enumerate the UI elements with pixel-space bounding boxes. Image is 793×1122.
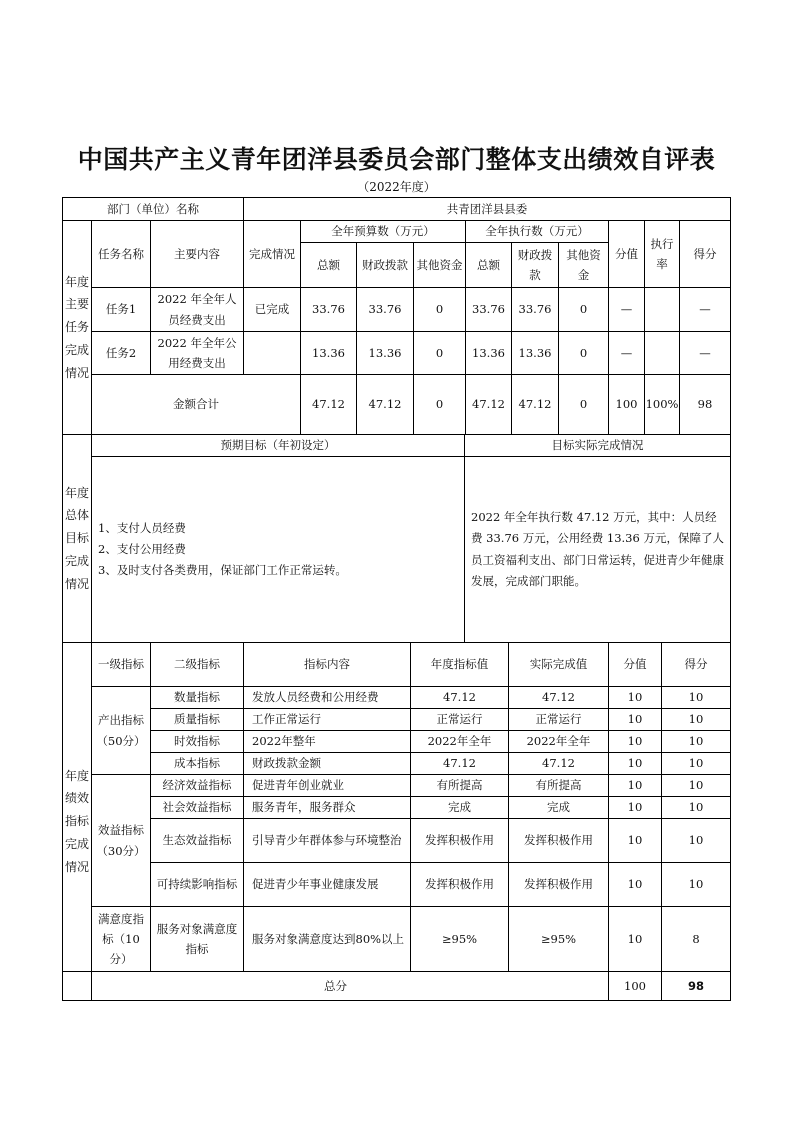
indicator-content: 财政拨款金额 <box>243 752 411 775</box>
indicator-target: 正常运行 <box>410 708 509 731</box>
grand-total-value: 100 <box>608 971 662 1001</box>
indicator-value: 10 <box>608 708 662 731</box>
col-budget-other: 其他资金 <box>413 242 466 288</box>
total-exec-total: 47.12 <box>465 374 512 435</box>
task-exec-other: 0 <box>558 331 609 375</box>
indicator-value: 10 <box>608 686 662 709</box>
task-exec-total: 13.36 <box>465 331 512 375</box>
indicator-target: 有所提高 <box>410 774 509 797</box>
task-exec-other: 0 <box>558 287 609 332</box>
expected-goal-line: 1、支付人员经费 <box>98 520 186 535</box>
indicator-actual: 2022年全年 <box>508 730 609 753</box>
indicator-score: 10 <box>661 818 731 863</box>
task-score-value: — <box>608 287 645 332</box>
indicator-score: 10 <box>661 862 731 907</box>
indicator-content: 服务对象满意度达到80%以上 <box>243 906 411 972</box>
indicator-actual: 完成 <box>508 796 609 819</box>
col-task-name: 任务名称 <box>91 220 151 288</box>
indicator-target: 发挥积极作用 <box>410 862 509 907</box>
col-status: 完成情况 <box>243 220 301 288</box>
budget-group-header: 全年预算数（万元） <box>300 220 466 243</box>
task-exec-total: 33.76 <box>465 287 512 332</box>
indicator-actual: 发挥积极作用 <box>508 862 609 907</box>
indicator-score: 10 <box>661 708 731 731</box>
indicator-value: 10 <box>608 774 662 797</box>
total-budget-fiscal: 47.12 <box>356 374 414 435</box>
task-exec-rate <box>644 331 680 375</box>
indicator-target: ≥95% <box>410 906 509 972</box>
col-actual-value: 实际完成值 <box>508 642 609 687</box>
col-main-content: 主要内容 <box>150 220 244 288</box>
task-exec-rate <box>644 287 680 332</box>
indicator-actual: 有所提高 <box>508 774 609 797</box>
indicators-side-label: 年度绩效指标完成情况 <box>62 642 92 1001</box>
indicator-target: 完成 <box>410 796 509 819</box>
col-score-value: 分值 <box>608 220 645 288</box>
indicator-value: 10 <box>608 752 662 775</box>
task-score: — <box>679 331 731 375</box>
col-budget-total: 总额 <box>300 242 357 288</box>
expected-goal-content <box>91 456 465 643</box>
col-exec-total: 总额 <box>465 242 512 288</box>
total-exec-fiscal: 47.12 <box>511 374 559 435</box>
indicator-level2: 服务对象满意度指标 <box>150 906 244 972</box>
task-content: 2022 年全年公用经费支出 <box>150 331 244 375</box>
col-exec-rate: 执行率 <box>644 220 680 288</box>
indicator-content: 发放人员经费和公用经费 <box>243 686 411 709</box>
indicator-level2: 社会效益指标 <box>150 796 244 819</box>
col-indicator-value: 分值 <box>608 642 662 687</box>
task-budget-fiscal: 13.36 <box>356 331 414 375</box>
indicator-score: 10 <box>661 730 731 753</box>
indicator-level2: 质量指标 <box>150 708 244 731</box>
col-exec-other: 其他资金 <box>558 242 609 288</box>
indicator-content: 服务青年，服务群众 <box>243 796 411 819</box>
indicator-content: 促进青年创业就业 <box>243 774 411 797</box>
task-exec-fiscal: 33.76 <box>511 287 559 332</box>
indicator-score: 10 <box>661 686 731 709</box>
indicator-actual: 47.12 <box>508 686 609 709</box>
evaluation-table <box>63 198 731 1002</box>
total-score: 98 <box>679 374 731 435</box>
indicator-level2: 数量指标 <box>150 686 244 709</box>
task-budget-total: 33.76 <box>300 287 357 332</box>
indicator-level2: 经济效益指标 <box>150 774 244 797</box>
goals-side-label: 年度总体目标完成情况 <box>62 434 92 643</box>
grand-total-score: 98 <box>661 971 731 1001</box>
indicator-actual: ≥95% <box>508 906 609 972</box>
indicator-score: 10 <box>661 796 731 819</box>
indicator-actual: 发挥积极作用 <box>508 818 609 863</box>
indicator-value: 10 <box>608 796 662 819</box>
task-budget-other: 0 <box>413 331 466 375</box>
exec-group-header: 全年执行数（万元） <box>465 220 609 243</box>
task-name: 任务2 <box>91 331 151 375</box>
indicator-value: 10 <box>608 730 662 753</box>
expected-goal-line: 3、及时支付各类费用，保证部门工作正常运转。 <box>98 563 347 578</box>
task-status: 已完成 <box>243 287 301 332</box>
grand-total-label: 总分 <box>62 971 609 1001</box>
indicator-score: 10 <box>661 752 731 775</box>
task-score-value: — <box>608 331 645 375</box>
page-subtitle: （2022年度） <box>357 180 436 194</box>
indicator-value: 10 <box>608 862 662 907</box>
task-budget-total: 13.36 <box>300 331 357 375</box>
tasks-side-label: 年度主要任务完成情况 <box>62 220 92 435</box>
indicator-content: 工作正常运行 <box>243 708 411 731</box>
actual-goal-header: 目标实际完成情况 <box>464 434 731 457</box>
col-score: 得分 <box>679 220 731 288</box>
indicator-content: 引导青少年群体参与环境整治 <box>243 818 411 863</box>
indicator-value: 10 <box>608 818 662 863</box>
total-exec-other: 0 <box>558 374 609 435</box>
indicator-actual: 47.12 <box>508 752 609 775</box>
indicator-target: 2022年全年 <box>410 730 509 753</box>
task-budget-other: 0 <box>413 287 466 332</box>
task-name: 任务1 <box>91 287 151 332</box>
expected-goal-header: 预期目标（年初设定） <box>91 434 465 457</box>
amount-total-label: 金额合计 <box>91 374 301 435</box>
page-title: 中国共产主义青年团洋县委员会部门整体支出绩效自评表 <box>77 145 716 174</box>
indicator-level2: 成本指标 <box>150 752 244 775</box>
indicator-score: 8 <box>661 906 731 972</box>
dept-label: 部门（单位）名称 <box>62 197 244 221</box>
indicator-value: 10 <box>608 906 662 972</box>
total-exec-rate: 100% <box>644 374 680 435</box>
task-exec-fiscal: 13.36 <box>511 331 559 375</box>
expected-goal-line: 2、支付公用经费 <box>98 541 186 556</box>
task-score: — <box>679 287 731 332</box>
total-budget-other: 0 <box>413 374 466 435</box>
indicator-content: 2022年整年 <box>243 730 411 753</box>
indicator-level2: 时效指标 <box>150 730 244 753</box>
col-level2: 二级指标 <box>150 642 244 687</box>
indicator-target: 发挥积极作用 <box>410 818 509 863</box>
indicator-level2: 可持续影响指标 <box>150 862 244 907</box>
col-level1: 一级指标 <box>91 642 151 687</box>
indicator-actual: 正常运行 <box>508 708 609 731</box>
indicator-score: 10 <box>661 774 731 797</box>
task-status <box>243 331 301 375</box>
total-score-value: 100 <box>608 374 645 435</box>
indicator-target: 47.12 <box>410 752 509 775</box>
indicator-target: 47.12 <box>410 686 509 709</box>
task-budget-fiscal: 33.76 <box>356 287 414 332</box>
satisfaction-indicator-label: 满意度指标（10分） <box>91 906 151 972</box>
task-content: 2022 年全年人员经费支出 <box>150 287 244 332</box>
benefit-indicator-label: 效益指标（30分） <box>91 774 151 907</box>
total-budget-total: 47.12 <box>300 374 357 435</box>
dept-value: 共青团洋县县委 <box>243 197 731 221</box>
actual-goal-content: 2022 年全年执行数 47.12 万元，其中：人员经费 33.76 万元，公用经费 13.36 万元，保障了人员工资福利支出、部门日常运转，促进青少年健康发展，完成部门职能。 <box>464 456 731 643</box>
col-indicator-content: 指标内容 <box>243 642 411 687</box>
col-target-value: 年度指标值 <box>410 642 509 687</box>
col-budget-fiscal: 财政拨款 <box>356 242 414 288</box>
col-exec-fiscal: 财政拨款 <box>511 242 559 288</box>
output-indicator-label: 产出指标（50分） <box>91 686 151 775</box>
indicator-content: 促进青少年事业健康发展 <box>243 862 411 907</box>
indicator-level2: 生态效益指标 <box>150 818 244 863</box>
col-indicator-score: 得分 <box>661 642 731 687</box>
